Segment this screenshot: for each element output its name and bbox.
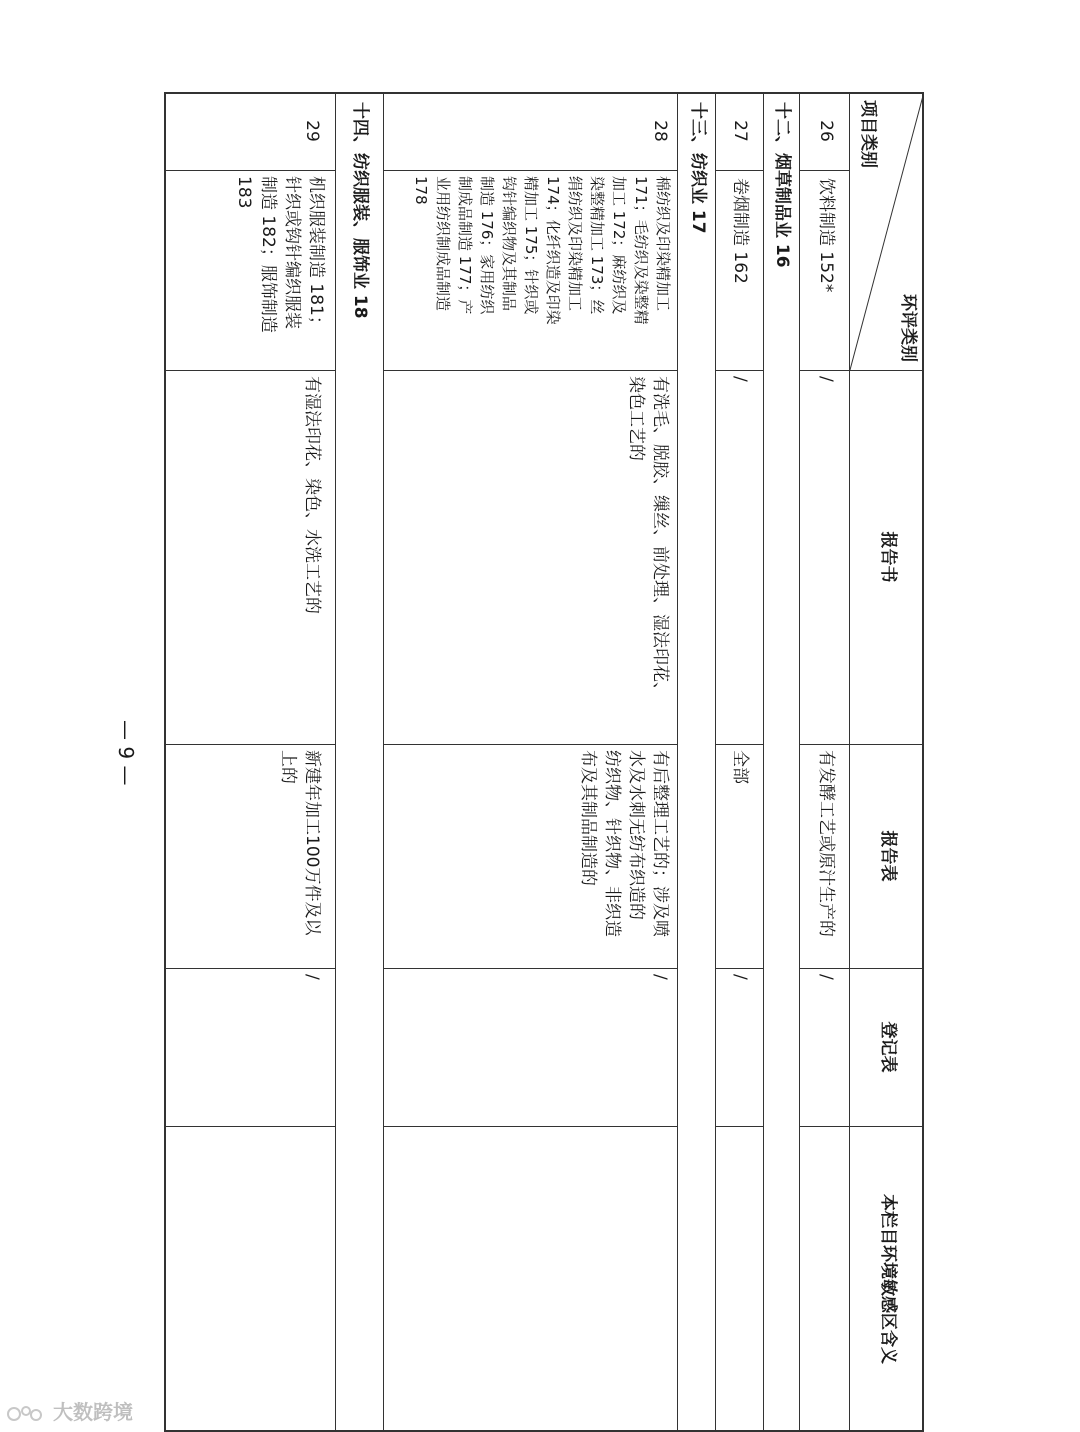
row-28-name-line: 钩针编织物及其制品 [500,176,518,312]
rotated-table-page [164,92,924,1432]
section-apparel: 十四、纺织服装、服饰业 18 [350,102,370,319]
row-27-register: / [730,974,750,980]
row-29-form [276,750,324,966]
eia-classification-table [164,92,924,1432]
row-26-name: 饮料制造 152* [816,178,836,293]
row-28-name-line: 染整精加工 173；丝 [588,176,606,315]
row-28-name-line: 制造 176；家用纺织 [478,176,496,315]
row-26-num: 26 [816,120,836,142]
row-28-report-line: 有洗毛、脱胶、缫丝、前处理、湿法印花、 [650,376,670,699]
row-29-name-line: 针织或钩针编织服装 [282,176,302,329]
row-28-name-line: 业用纺织制成品制造 [434,176,452,312]
row-27-report: / [730,376,750,382]
header-form: 报告表 [878,830,898,882]
row-29-name [232,176,328,370]
row-28-num: 28 [650,120,670,142]
row-27-form: 全部 [730,750,750,784]
row-28-report [624,376,672,742]
row-29-report [300,376,324,742]
row-27-name: 卷烟制造 162 [730,178,750,284]
row-28-name-line: 精加工 175；针织或 [522,176,540,315]
row-28-form-line: 布及其制品制造的 [578,750,598,886]
row-29-report-line: 有湿法印花、染色、水洗工艺的 [302,376,322,614]
row-28-name [410,176,674,370]
page-number: — 9 — [114,720,138,786]
row-29-form-line: 上的 [278,750,298,784]
row-28-form [576,750,672,966]
row-26-form: 有发酵工艺或原汁生产的 [816,750,836,937]
header-register: 登记表 [878,1021,898,1073]
row-28-name-line: 174；化纤织造及印染 [544,176,562,325]
row-28-form-line: 有后整理工艺的；涉及喷 [650,750,670,937]
watermark-text: 大数跨境 [52,1400,133,1424]
row-28-name-line: 加工 172；麻纺织及 [610,176,628,315]
row-29-name-line: 机织服装制造 181； [306,176,326,333]
row-28-name-line: 制成品制造 177；产 [456,176,474,315]
header-diag-top: 环评类别 [898,294,918,362]
header-report: 报告书 [878,531,898,583]
row-28-form-line: 水及水刺无纺布织造的 [626,750,646,920]
section-textile: 十三、纺织业 17 [688,102,708,234]
row-29-name-line: 183 [234,176,254,209]
header-diag-bottom: 项目类别 [858,100,878,168]
row-28-name-line: 171；毛纺织及染整精 [632,176,650,325]
row-28-name-line: 178 [412,176,430,205]
row-29-num: 29 [302,120,322,142]
row-28-name-line: 棉纺织及印染精加工 [654,176,672,312]
row-29-form-line: 新建年加工100万件及以 [302,750,322,936]
row-27-num: 27 [730,120,750,142]
row-28-form-line: 纺织物、针织物、非织造 [602,750,622,937]
row-28-register: / [650,974,670,980]
section-tobacco: 十二、烟草制品业 16 [772,102,792,268]
watermark-logo-icon [6,1403,46,1425]
row-28-name-line: 绢纺织及印染精加工 [566,176,584,312]
watermark [6,1396,133,1425]
row-28-report-line: 染色工艺的 [626,376,646,461]
row-29-register: / [302,974,322,980]
row-29-name-line: 制造 182；服饰制造 [258,176,278,333]
row-26-register: / [816,974,836,980]
header-sensitive: 本栏目环境敏感区含义 [878,1194,898,1364]
row-26-report: / [816,376,836,382]
